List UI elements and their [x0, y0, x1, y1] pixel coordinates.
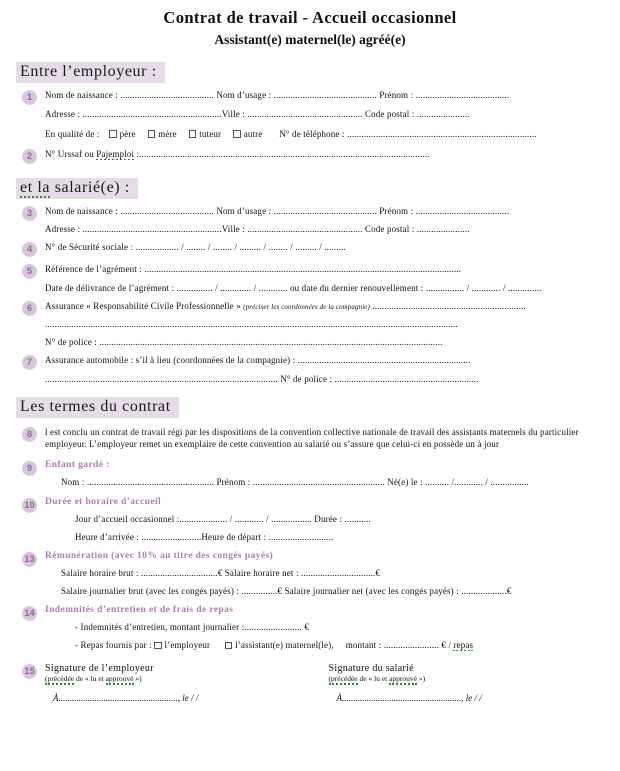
label-meals-assistant: l’assistant(e) maternel(le),: [235, 640, 334, 651]
insurance-auto-policy-number[interactable]: ................................................................................................. N° de police : ............................................................: [45, 373, 479, 384]
field-row-duration: [22, 497, 612, 543]
item-number-badge: 2: [22, 149, 37, 164]
document-subtitle: Assistant(e) maternel(le) agréé(e): [214, 32, 406, 47]
agrement-date-field[interactable]: Date de délivrance de l’agrément : ............... / ............. / ............ ou date du dernier renouvellement : ................ / ............ / ..............: [45, 282, 542, 293]
employer-name-line[interactable]: Nom de naissance : ....................................... Nom d’usage : ........................................... Prénom : .......................................: [45, 90, 510, 101]
checkbox-autre[interactable]: [233, 130, 241, 138]
precedee-flagged-word: (précédée: [45, 674, 75, 684]
checkbox-meals-employer[interactable]: [154, 642, 162, 650]
field-row-signatures: [22, 663, 612, 703]
field-row-child: [22, 460, 612, 488]
insurance-auto-field[interactable]: Assurance automobile : s’il à lieu (coordonnées de la compagnie) : ........................................................................: [45, 355, 471, 366]
signature-employer-title: Signature de l’employeur: [45, 663, 154, 675]
field-row-insurance-rc: [22, 300, 612, 349]
allowances-section-heading: Indemnités d’entretien et de frais de repas: [45, 605, 234, 616]
daily-salary-field[interactable]: Salaire journalier brut (avec les congés payés) : ...............€ Salaire journalier net (avec les congés payés) : ...................€: [61, 586, 512, 596]
insurance-rc-continuation[interactable]: ............................................................................................................................................................................: [45, 319, 458, 330]
checkbox-pere[interactable]: [109, 130, 117, 138]
employer-address-line[interactable]: Adresse : ..........................................................Ville : ................................................ Code postal : ......................: [45, 108, 470, 119]
urssaf-label-prefix: N° Urssaf ou: [45, 148, 97, 159]
field-row-remuneration: [22, 551, 612, 597]
signature-employee-note: [329, 674, 613, 683]
hourly-salary-field[interactable]: Salaire horaire brut : ................................€ Salaire horaire net : ...............................€: [61, 567, 381, 578]
item-number-badge: 1: [22, 90, 37, 105]
remuneration-section-heading: Rémunération (avec 10% au titre des congés payés): [45, 550, 274, 561]
item-number-badge: 8: [22, 427, 37, 442]
contract-document-page: [0, 8, 620, 771]
label-mere: mère: [158, 128, 177, 139]
note-end-a: »): [133, 674, 142, 684]
insurance-rc-label: Assurance « Responsabilité Civile Professionnelle »: [45, 300, 241, 311]
item-number-badge: 13: [22, 552, 37, 567]
item-number-badge: 7: [22, 355, 37, 370]
label-tuteur: tuteur: [199, 128, 222, 139]
duration-section-heading: Durée et horaire d’accueil: [45, 496, 162, 507]
section-terms-header-wrap: [0, 397, 620, 418]
item-number-badge: 6: [22, 301, 37, 316]
meals-label: - Repas fournis par :: [75, 640, 155, 651]
item-number-badge: 15: [22, 664, 37, 679]
agrement-reference-field[interactable]: Référence de l’agrément : ....................................................................................................................................: [45, 264, 462, 275]
approuve-flagged-word: approuvé: [389, 674, 417, 684]
note-end-b: »): [417, 674, 426, 684]
label-autre: autre: [243, 128, 263, 139]
item-number-badge: 14: [22, 606, 37, 621]
employer-phone-field[interactable]: N° de téléphone : ...............................................................................: [279, 128, 537, 139]
label-meals-employer: l’employeur: [164, 640, 211, 651]
checkbox-mere[interactable]: [148, 130, 156, 138]
quality-label: En qualité de :: [45, 128, 100, 139]
field-row-employer-names: [22, 89, 612, 119]
signature-block-employee: [329, 663, 613, 703]
label-pere: père: [119, 128, 136, 139]
signature-employee-title: Signature du salarié: [328, 663, 414, 675]
signature-block-employer: [45, 663, 329, 703]
item-number-badge: 3: [22, 206, 37, 221]
approuve-flagged-word: approuvé: [105, 674, 134, 684]
signature-employer-note: [45, 674, 329, 683]
field-row-employee-names: [22, 205, 612, 235]
section-employer-header-wrap: [0, 62, 620, 83]
repas-flagged-word: repas: [453, 640, 474, 651]
employee-name-line[interactable]: Nom de naissance : ....................................... Nom d’usage : ........................................... Prénom : .......................................: [45, 206, 510, 217]
section-header-employee: [16, 178, 138, 199]
employee-address-line[interactable]: Adresse : ..........................................................Ville : ................................................ Code postal : ......................: [45, 224, 470, 235]
social-security-field[interactable]: N° de Sécurité sociale : .................. / ........ / ........ / ......... / ........ / ......... / .........: [45, 242, 346, 253]
precedee-flagged-word: (précédée: [328, 674, 358, 684]
field-row-urssaf: [22, 148, 612, 164]
signature-employer-date-line[interactable]: À....................................................., le / /: [53, 693, 199, 704]
item-number-badge: 9: [22, 461, 37, 476]
urssaf-dots[interactable]: :.........................................................................................................................: [134, 148, 430, 159]
section-employee-header-wrap: [0, 178, 620, 199]
signature-employee-date-line[interactable]: À....................................................., le / /: [336, 693, 482, 704]
field-row-social-security: [22, 241, 612, 257]
duration-day-field[interactable]: Jour d’accueil occasionnel :.................... / ............ / ................. Durée : ...........: [75, 513, 371, 524]
document-title: Contrat de travail - Accueil occasionnel: [163, 8, 457, 27]
insurance-rc-note: (préciser les coordonnées de la compagnie): [243, 302, 370, 311]
meals-amount-field[interactable]: montant : ....................... € /: [345, 640, 454, 651]
section-header-terms: Les termes du contrat: [16, 397, 179, 418]
field-row-employer-quality: [22, 128, 612, 140]
contract-clause-paragraph: l est conclu un contrat de travail régi par les dispositions de la convention collective nationale de travail des assistants maternels du particulier employeur. L’employeur remet un exemplaire de cette convention au salarié ou s’assure que celui-ci en possède un à jour: [45, 427, 579, 450]
pajemploi-misspelled-word: Pajemploi: [96, 148, 135, 159]
checkbox-meals-assistant[interactable]: [225, 642, 233, 650]
field-row-contract-clause: [22, 426, 612, 450]
insurance-rc-policy-number[interactable]: N° de police : ...............................................................................................................................................: [45, 337, 443, 348]
field-row-allowances: [22, 605, 612, 651]
employee-heading-grammar-part: et la: [20, 178, 51, 196]
maintenance-allowance-field[interactable]: - Indemnités d’entretien, montant journalier :........................ €: [75, 622, 309, 633]
item-number-badge: 10: [22, 498, 37, 513]
section-header-employer: Entre l’employeur :: [16, 62, 165, 83]
duration-hours-field[interactable]: Heure d’arrivée : .........................Heure de départ : ...........................: [75, 531, 334, 542]
field-row-insurance-auto: [22, 354, 612, 384]
child-name-line[interactable]: Nom : ..................................................... Prénom : ....................................................... Né(e) le : .......... /............ / ................: [61, 477, 529, 488]
child-section-heading: Enfant gardé :: [45, 460, 110, 471]
checkbox-tuteur[interactable]: [189, 130, 197, 138]
note-mid-a: de « lu et: [74, 674, 106, 684]
employee-heading-rest: salarié(e) :: [50, 178, 130, 196]
item-number-badge: 5: [22, 264, 37, 279]
field-row-agrement: [22, 263, 612, 293]
note-mid-b: de « lu et: [357, 674, 390, 684]
item-number-badge: 4: [22, 242, 37, 257]
insurance-rc-dots[interactable]: ................................................................: [369, 300, 526, 311]
